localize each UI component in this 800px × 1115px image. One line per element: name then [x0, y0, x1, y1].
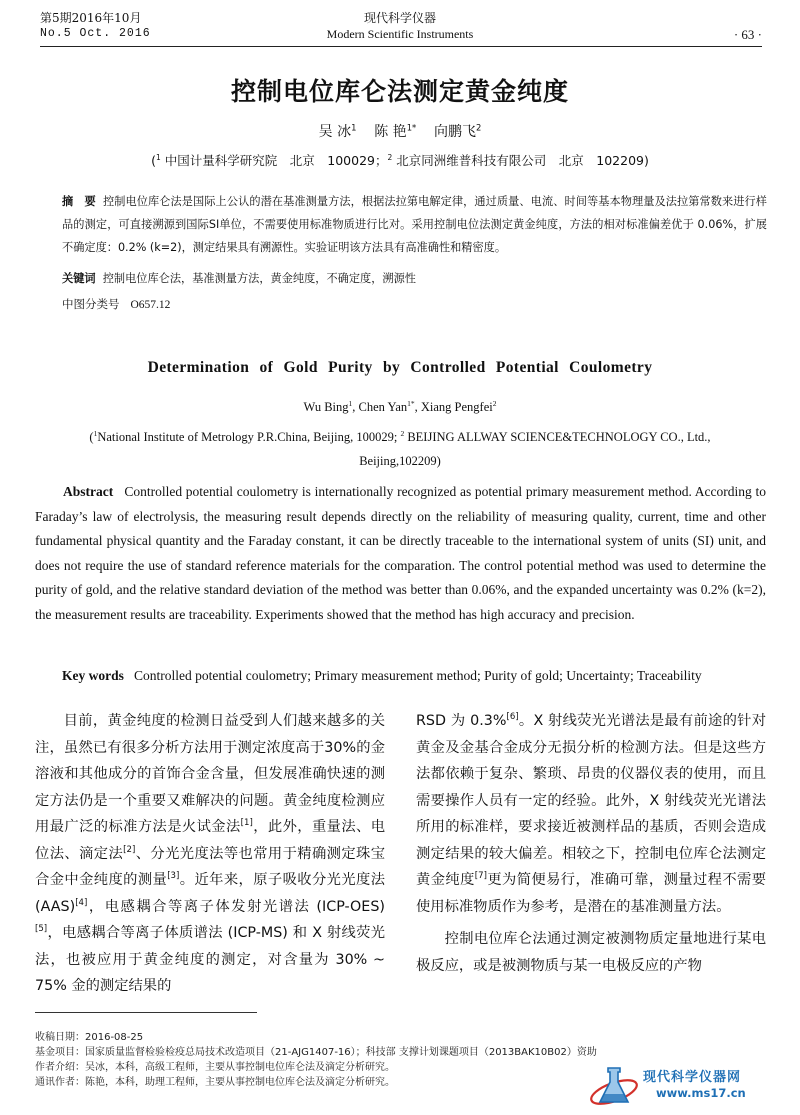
- body-text: 更为简便易行，准确可靠，测量过程不需要使用标准物质作为参考，是潜在的基准测量方法。: [416, 872, 767, 915]
- affiliations-zh: ($^1$ 中国计量科学研究院 北京 100029；$^2$ 北京同洲维普科技有限公司 北京 102209): [151, 152, 649, 168]
- affil-text: 中国计量科学研究院 北京 100029；: [160, 153, 388, 168]
- body-paragraph: 控制电位库仑法通过测定被测物质定量地进行某电极反应，或是被测物质与某一电极反应的产物: [416, 931, 766, 974]
- citation: [4]: [75, 897, 88, 908]
- header-rule: [40, 46, 762, 47]
- clc-value: O657.12: [130, 299, 171, 311]
- keywords-label-zh: 关键词: [62, 272, 96, 285]
- abstract-en: [35, 480, 766, 627]
- abstract-text-zh: 控制电位库仑法是国际上公认的潜在基准测量方法，根据法拉第电解定律，通过质量、电流、时间等基本物理量及法拉第常数来进行样品的测定，可直接溯源到国际SI单位，不需要使用标准物质进行比对。采用控制电位法测定黄金纯度，方法的相对标准偏差优于 0.06%，扩展不确定度：0.2% (k=2)，测定结果具有溯源性。实验证明该方法具有高准确性和精密度。: [62, 195, 767, 254]
- classification-number: [62, 296, 170, 312]
- author-sup: 1: [351, 122, 357, 133]
- authors-zh: [0, 121, 800, 141]
- body-column-left: [35, 708, 385, 1000]
- footnote-fund: 基金项目：国家质量监督检验检疫总局技术改造项目（21-AJG1407-16）；科技部 支撑计划课题项目（2013BAK10B02）资助: [35, 1047, 597, 1058]
- footnote-corresponding: 通讯作者：陈艳，本科，助理工程师，主要从事控制电位库仑法及滴定分析研究。: [35, 1077, 395, 1088]
- author-sup: 1*: [407, 398, 415, 408]
- keywords-label-en: Key words: [62, 668, 124, 683]
- citation: [2]: [123, 844, 136, 855]
- paper-title-zh: 控制电位库仑法测定黄金纯度: [230, 77, 569, 106]
- keywords-text-zh: 控制电位库仑法，基准测量方法，黄金纯度，不确定度，溯源性: [102, 272, 416, 285]
- flask-icon: [588, 1062, 640, 1110]
- author-name: Chen Yan: [358, 400, 408, 414]
- abstract-label-en: Abstract: [63, 484, 114, 499]
- footnotes: [35, 1030, 635, 1090]
- author-name: 吴 冰: [318, 124, 352, 140]
- author-sup: 1: [348, 398, 353, 408]
- citation: [5]: [35, 924, 48, 935]
- author-name: Wu Bing: [303, 400, 349, 414]
- affil-sup: 1: [156, 152, 161, 162]
- affiliations-en: ($^1$National Institute of Metrology P.R.China, Beijing, 100029; $^2$ BEIJING ALLWAY SCIENCE&TECHNOLOGY CO., Ltd., Beijing,102209): [89, 428, 711, 468]
- body-text: 。近年来，原子吸收分光光度法 (AAS): [35, 872, 386, 915]
- citation: [3]: [167, 871, 180, 882]
- affil-text: BEIJING ALLWAY SCIENCE&TECHNOLOGY CO., Ltd.,: [404, 430, 711, 444]
- affil-text: National Institute of Metrology P.R.China, Beijing, 100029;: [97, 430, 401, 444]
- affil-sup: 2: [400, 428, 405, 438]
- authors-en: Wu Bing$^1$, Chen Yan$^{1*}$, Xiang Pengfei$^2$: [303, 398, 497, 414]
- body-paragraph: [416, 708, 766, 920]
- affil-sup: 2: [387, 152, 393, 162]
- abstract-zh: [62, 190, 767, 259]
- author-sup: 1*: [406, 122, 417, 133]
- body-text: ，电感耦合等离子体发射光谱法 (ICP-OES): [87, 898, 385, 915]
- footnote-author: 作者介绍：吴冰，本科，高级工程师，主要从事控制电位库仑法及滴定分析研究。: [35, 1062, 395, 1073]
- watermark-logo: [588, 1062, 788, 1110]
- journal-name: [0, 10, 800, 42]
- journal-name-en: Modern Scientific Instruments: [326, 27, 474, 41]
- affil-text: Beijing,102209): [359, 454, 441, 468]
- footnote-received: 收稿日期：2016-08-25: [35, 1032, 144, 1043]
- affil-text: 北京同洲维普科技有限公司 北京 102209): [392, 153, 649, 168]
- author-name: Xiang Pengfei: [420, 400, 493, 414]
- citation: [6]: [506, 712, 519, 723]
- abstract-label-zh: 摘 要: [62, 195, 96, 208]
- page-number: · 63 ·: [733, 27, 762, 42]
- author-name: 向鹏飞: [434, 124, 477, 140]
- keywords-text-en: Controlled potential coulometry; Primary measurement method; Purity of gold; Uncertainty; Traceability: [134, 668, 702, 683]
- issue-date-en: No.5 Oct. 2016: [40, 27, 151, 40]
- body-text: 。X 射线荧光光谱法是最有前途的针对黄金及金基合金成分无损分析的检测方法。但是这些方法都依赖于复杂、繁琐、昂贵的仪器仪表的使用，而且需要操作人员有一定的经验。此外，X 射线荧光光谱法所用的标准样，要求接近被测样品的基质，否则会造成测定结果的较大偏差。相较之下，控制电位库仑法测定黄金纯度: [416, 713, 766, 888]
- keywords-zh: [62, 270, 416, 286]
- author-sup: 2: [476, 122, 482, 133]
- citation: [1]: [240, 818, 253, 829]
- abstract-text-en: Controlled potential coulometry is internationally recognized as potential primary measurement method. According to Faraday’s law of electrolysis, the measuring result depends directly on the reliability of measuring quality, current, time and other fundamental physical quantity and the Faraday constant, it can be directly traceable to the international system of units (SI) unit, and does not require the use of standard reference materials for the comparation. The control potential method was used to determine the purity of gold, and the relative standard deviation of the method was better than 0.06%, and the expanded uncertainty was 0.2% (k=2), the measurement results are traceability. Experiments showed that the method has high accuracy and precision.: [35, 484, 766, 622]
- watermark-name: 现代科学仪器网: [643, 1070, 742, 1085]
- affil-sup: 1: [93, 428, 98, 438]
- issue-date-zh: 第5期2016年10月: [40, 11, 142, 25]
- journal-name-zh: 现代科学仪器: [363, 11, 436, 25]
- body-paragraph: [35, 708, 385, 1000]
- body-text: RSD 为 0.3%: [416, 713, 507, 729]
- body-text: 目前，黄金纯度的检测日益受到人们越来越多的关注，虽然已有很多分析方法用于测定浓度高于30%的金溶液和其他成分的首饰合金含量，但发展准确快速的测定方法仍是一个重要又难解决的问题。黄金纯度检测应用最广泛的标准方法是火试金法: [35, 713, 385, 835]
- footnote-rule: [35, 1012, 257, 1013]
- paper-title-en: Determination of Gold Purity by Controlled Potential Coulometry: [147, 359, 653, 376]
- keywords-en: [62, 668, 702, 684]
- watermark-url: www.ms17.cn: [656, 1086, 746, 1100]
- author-sup: 2: [492, 398, 497, 408]
- body-column-right: [416, 708, 766, 979]
- body-text: 、分光光度法等也常用于精确测定珠宝合金中金纯度的测量: [35, 845, 386, 888]
- author-name: 陈 艳: [374, 124, 407, 140]
- citation: [7]: [474, 871, 487, 882]
- body-text: ，此外，重量法、电位法、滴定法: [35, 819, 386, 862]
- clc-label: 中图分类号: [62, 297, 120, 311]
- body-text: ，电感耦合等离子体质谱法 (ICP-MS) 和 X 射线荧光法，也被应用于黄金纯度的测定，对含量为 30% ~ 75% 金的测定结果的: [35, 925, 385, 994]
